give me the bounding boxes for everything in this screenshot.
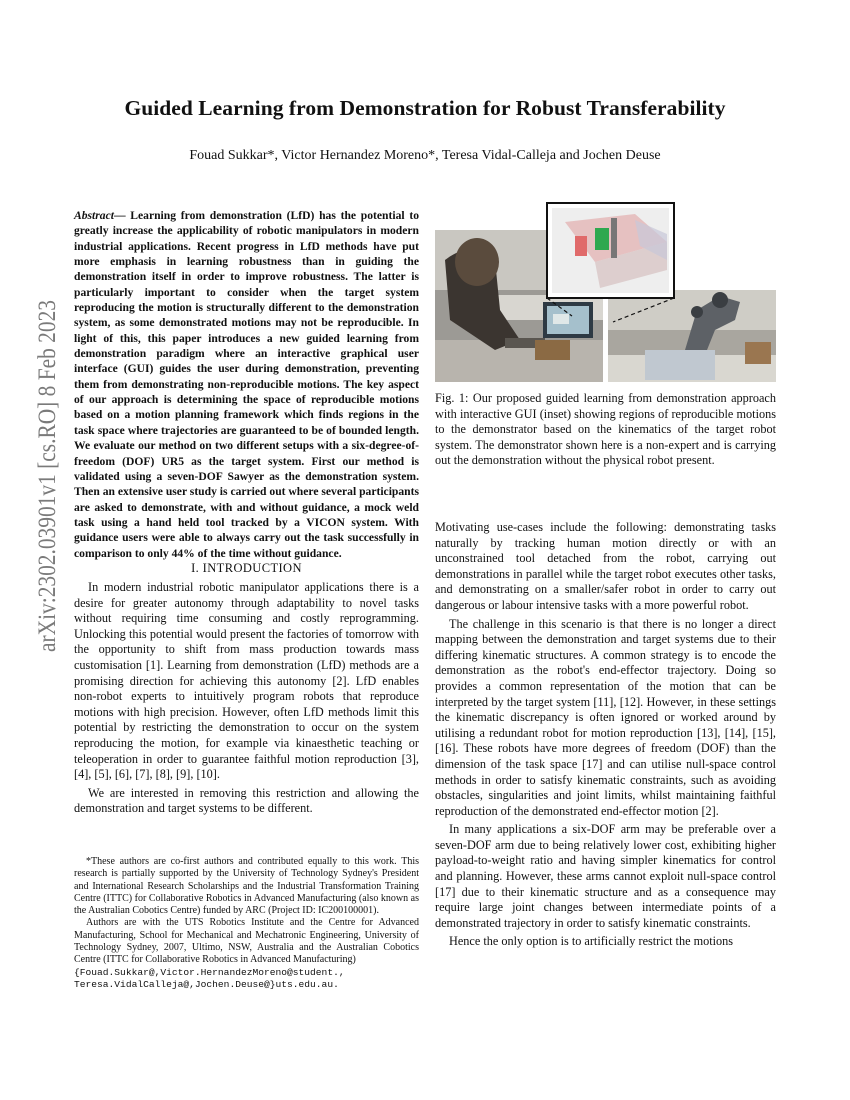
footnote-affiliation: Authors are with the UTS Robotics Institute and the Centre for Advanced Manufacturing, School for Mechanical and Mechatronic Engineering, University of Technology Sydney, 2007, Ultimo, NSW, Australia and the Australian Cobotics Centre (ITTC for Collaborative Robotics in Advanced Manufacturing) <box>74 917 419 966</box>
robot-photo <box>608 290 776 382</box>
arxiv-stamp <box>26 300 66 660</box>
footnotes <box>74 856 419 991</box>
figure-1-caption: Fig. 1: Our proposed guided learning from demonstration approach with interactive GUI (inset) showing regions of reproducible motions to the demonstrator based on the kinematics of the target robot system. The demonstrator shown here is a non-expert and is carrying out the demonstration without the physical robot present. <box>435 391 776 468</box>
footnote-emails-line2: Teresa.VidalCalleja@,Jochen.Deuse@}uts.edu.au. <box>74 978 339 990</box>
abstract-text: — Learning from demonstration (LfD) has the potential to greatly increase the applicability of robotic manipulators in modern industrial applications. Recent progress in LfD methods have put more emphasis in learning robustness than in guiding the demonstration itself in order to improve robustness. The latter is particularly important to consider when the target system reproducing the motion is structurally different to the demonstration system, as some demonstrated motions may not be reproducible. In light of this, this paper introduces a new guided learning from demonstration paradigm where an interactive graphical user interface (GUI) guides the user during demonstration, preventing them from demonstrating non-reproducible motions. The key aspect of our approach is determining the space of reproducible motions based on a motion planning framework which finds regions in the task space where trajectories are guaranteed to be of bounded length. We evaluate our method on two different setups with a six-degree-of-freedom (DOF) UR5 as the target system. First our method is validated using a seven-DOF Sawyer as the demonstration system. Then an extensive user study is carried out where several participants are asked to demonstrate, with and without guidance, a mock weld task using a hand held tool tracked by a VICON system. With guidance users were able to always carry out the task successfully in comparison to only 44% of the time without guidance. <box>74 209 419 560</box>
abstract <box>74 208 419 561</box>
right-paragraph-3: In many applications a six-DOF arm may be preferable over a seven-DOF arm due to being relatively lower cost, exhibiting higher payload-to-weight ratio and having simpler kinematics for control and planning. However, these arms cannot exploit null-space control [17] due to their kinematic structure and as a consequence may require large joint changes between intermediate points of a demonstrated trajectory in order to satisfy kinematic constraints. <box>435 822 776 930</box>
right-paragraph-2: The challenge in this scenario is that there is no longer a direct mapping between the demonstration and target systems due to their differing kinematic structures. A common strategy is to encode the demonstration as the robot's end-effector trajectory. Doing so provides a common representation of the motion that can be interpreted by the target system [11], [12]. However, in these settings the kinematic discrepancy is often ignored or worked around by utilising a redundant robot for motion reproduction [13], [14], [15], [16]. These robots have more degrees of freedom (DOF) than the dimension of the task space [17] and can utilise null-space control methods in order to satisfy kinematic constraints, such as avoiding obstacles, singularities and joint limits, whilst maintaining faithful reproduction of the demonstrated end-effector motion [2]. <box>435 616 776 818</box>
paper-title: Guided Learning from Demonstration for Robust Transferability <box>124 96 726 120</box>
author-list: Fouad Sukkar*, Victor Hernandez Moreno*, Teresa Vidal-Calleja and Jochen Deuse <box>189 148 661 163</box>
section-heading-introduction: I. INTRODUCTION <box>191 561 302 575</box>
right-column-body <box>435 520 776 953</box>
right-paragraph-4: Hence the only option is to artificially restrict the motions <box>449 934 734 949</box>
figure-1 <box>435 200 776 386</box>
intro-paragraph-2: We are interested in removing this restriction and allowing the demonstration and target systems to be different. <box>74 785 419 816</box>
gui-inset <box>547 203 674 298</box>
arxiv-id: arXiv:2302.03901v1 [cs.RO] 8 Feb 2023 <box>34 300 61 652</box>
footnote-emails-line1: {Fouad.Sukkar@,Victor.HernandezMoreno@student., <box>74 966 345 978</box>
abstract-label: Abstract <box>74 209 114 222</box>
right-paragraph-1: Motivating use-cases include the following: demonstrating tasks naturally by tracking human motion directly or with an unconstrained tool detached from the robot, carrying out demonstrations in parallel while the target robot executes other tasks, and demonstrating on a smaller/safer robot in order to carry out dangerous or labour intensive tasks with a more powerful robot. <box>435 520 776 612</box>
footnote-cofirst: *These authors are co-first authors and contributed equally to this work. This research is partially supported by the University of Technology Sydney's President and International Research Scholarships and the Industrial Transformation Training Centre (ITTC) for Collaborative Robotics in Advanced Manufacturing (also known as the Australian Cobotics Centre) funded by ARC (Project ID: IC200100001). <box>74 856 419 917</box>
intro-paragraph-1: In modern industrial robotic manipulator applications there is a desire for greater autonomy through adaptability to novel tasks without requiring time consuming and costly reprogramming. Unlocking this potential would present the factories of tomorrow with the opportunity to shift from mass production towards mass customisation [1]. Learning from demonstration (LfD) methods are a promising direction for achieving this autonomy [2]. LfD enables non-robot experts to intuitively program robots that reproduce motions with high precision. However, often LfD methods limit this potential by restricting the demonstration to occur on the system reproducing the motion, for example via kinaesthetic teaching or teleoperation in order to guarantee faithful motion reproduction [3], [4], [5], [6], [7], [8], [9], [10]. <box>74 580 419 782</box>
introduction-body <box>74 580 419 820</box>
